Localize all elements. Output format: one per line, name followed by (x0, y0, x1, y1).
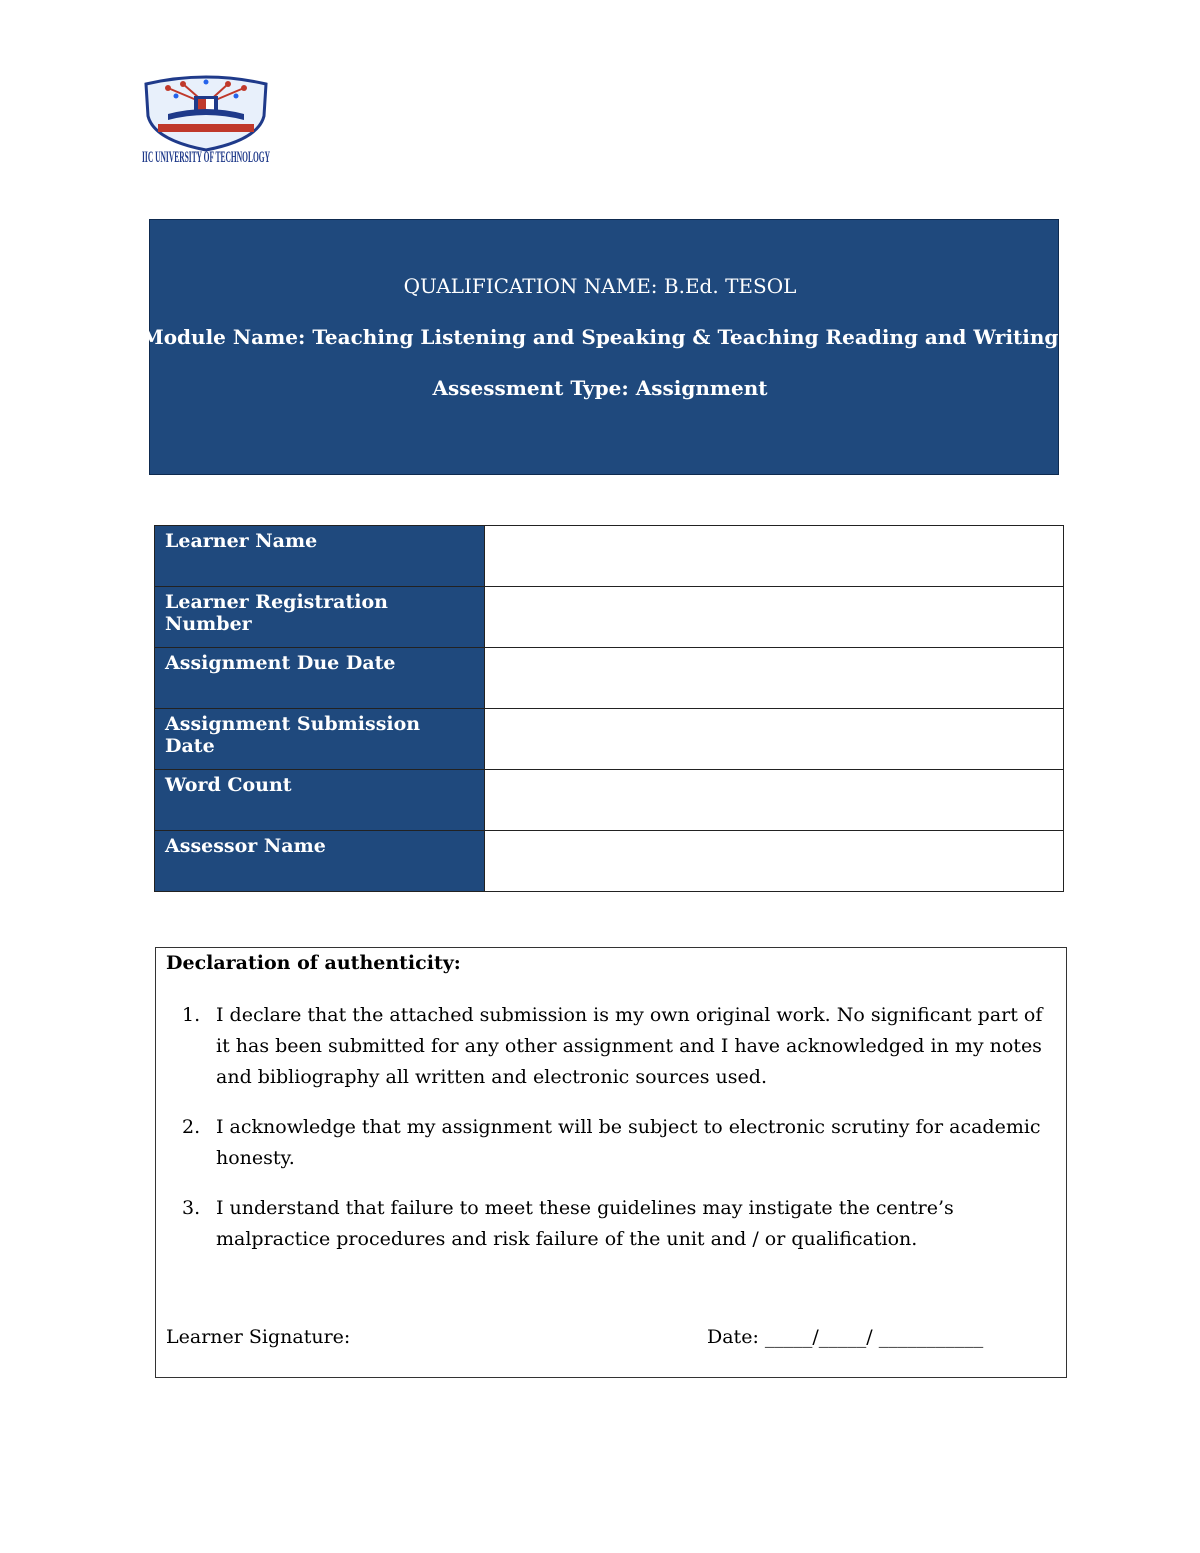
due-date-label: Assignment Due Date (155, 648, 485, 709)
due-date-field[interactable] (485, 648, 1064, 709)
learner-signature-label: Learner Signature: (166, 1326, 351, 1348)
submission-date-label: Assignment Submission Date (155, 709, 485, 770)
list-item-number: 3. (182, 1197, 201, 1219)
declaration-list (156, 1000, 1056, 1274)
learner-info-table (154, 525, 1064, 892)
assessment-type: Assessment Type: Assignment (432, 376, 768, 400)
signature-date-label: Date: _____/_____/ ___________ (707, 1326, 984, 1348)
logo-text: IIC UNIVERSITY OF TECHNOLOGY (142, 149, 271, 166)
list-item (156, 1112, 1046, 1174)
list-item-text: I understand that failure to meet these guidelines may instigate the centre’s malpractice procedures and risk failure of the unit and / or qualification. (216, 1197, 954, 1250)
assessor-name-label: Assessor Name (155, 831, 485, 892)
word-count-field[interactable] (485, 770, 1064, 831)
learner-name-field[interactable] (485, 526, 1064, 587)
submission-date-field[interactable] (485, 709, 1064, 770)
table-row (155, 770, 1064, 831)
declaration-title: Declaration of authenticity: (166, 952, 461, 974)
learner-name-label: Learner Name (155, 526, 485, 587)
list-item (156, 1000, 1046, 1093)
registration-number-label: Learner Registration Number (155, 587, 485, 648)
list-item-number: 1. (182, 1004, 201, 1026)
list-item-text: I declare that the attached submission is my own original work. No significant part of it has been submitted for any other assignment and I have acknowledged in my notes and bibliography all written and electronic sources used. (216, 1004, 1043, 1088)
table-row (155, 587, 1064, 648)
table-row (155, 526, 1064, 587)
declaration-box (155, 947, 1067, 1378)
module-name: Module Name: Teaching Listening and Speaking & Teaching Reading and Writing (141, 325, 1059, 349)
list-item (156, 1193, 1046, 1255)
assessor-name-field[interactable] (485, 831, 1064, 892)
registration-number-field[interactable] (485, 587, 1064, 648)
table-row (155, 648, 1064, 709)
word-count-label: Word Count (155, 770, 485, 831)
table-row (155, 831, 1064, 892)
list-item-number: 2. (182, 1116, 201, 1138)
list-item-text: I acknowledge that my assignment will be subject to electronic scrutiny for academic honesty. (216, 1116, 1041, 1169)
table-row (155, 709, 1064, 770)
qualification-name: QUALIFICATION NAME: B.Ed. TESOL (403, 274, 797, 298)
university-logo (138, 74, 274, 166)
